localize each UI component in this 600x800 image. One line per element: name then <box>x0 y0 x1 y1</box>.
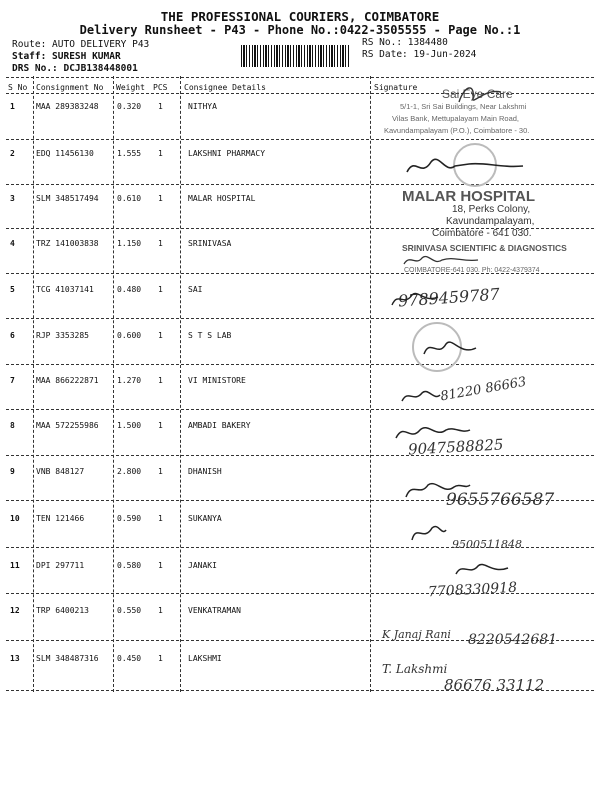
row-consignee: VI MINISTORE <box>188 376 246 385</box>
row-consignee: SAI <box>188 285 203 294</box>
column-divider <box>180 76 181 692</box>
col-header-weight: Weight <box>116 83 145 92</box>
column-divider <box>33 76 34 692</box>
row-weight: 0.450 <box>117 654 142 663</box>
company-title: THE PROFESSIONAL COURIERS, COIMBATORE <box>160 9 440 24</box>
row-sno: 10 <box>10 514 20 523</box>
row-consignee: VENKATRAMAN <box>188 606 241 615</box>
row-consignee: SUKANYA <box>188 514 222 523</box>
row-pcs: 1 <box>158 331 163 340</box>
row-pcs: 1 <box>158 514 163 523</box>
handwritten-name: K Janaj Rani <box>382 628 451 641</box>
row-sno: 4 <box>10 239 15 248</box>
handwritten-phone: 7708330918 <box>427 579 518 601</box>
row-consignment: MAA 866222871 <box>36 376 99 385</box>
signature-scribble <box>408 520 448 546</box>
row-consignee: DHANISH <box>188 467 222 476</box>
row-consignment: SLM 348517494 <box>36 194 99 203</box>
row-weight: 2.800 <box>117 467 142 476</box>
row-pcs: 1 <box>158 467 163 476</box>
row-consignment: MAA 572255986 <box>36 421 99 430</box>
col-header-consignee: Consignee Details <box>184 83 266 92</box>
rs-number: RS No.: 1384480 <box>362 37 448 48</box>
row-consignment: VNB 848127 <box>36 467 85 476</box>
signature-scribble <box>452 558 512 580</box>
row-consignee: LAKSHNI PHARMACY <box>188 149 266 158</box>
sai-eye-care-address: 5/1-1, Sri Sai Buildings, Near Lakshmi <box>400 102 527 111</box>
row-weight: 0.550 <box>117 606 142 615</box>
col-header-signature: Signature <box>374 83 418 92</box>
row-weight: 0.610 <box>117 194 142 203</box>
srinivasa-stamp-address: COIMBATORE-641 030. Ph: 0422-4379374 <box>404 267 540 274</box>
col-header-sno: S No <box>8 83 28 92</box>
sai-eye-care-address: Kavundampalayam (P.O.), Coimbatore - 30. <box>384 126 530 135</box>
handwritten-phone: 81220 86663 <box>439 374 528 405</box>
row-divider <box>6 184 594 185</box>
col-header-consignment: Consignment No <box>36 83 104 92</box>
signature-scribble <box>398 385 443 407</box>
row-weight: 0.580 <box>117 561 142 570</box>
row-weight: 1.555 <box>117 149 142 158</box>
route-label: Route: AUTO DELIVERY P43 <box>12 39 150 50</box>
row-sno: 13 <box>10 654 20 663</box>
row-pcs: 1 <box>158 149 163 158</box>
row-consignment: TCG 41037141 <box>36 285 94 294</box>
row-sno: 9 <box>10 467 15 476</box>
row-pcs: 1 <box>158 561 163 570</box>
staff-label: Staff: SURESH KUMAR <box>12 51 121 62</box>
row-consignee: SRINIVASA <box>188 239 232 248</box>
row-sno: 7 <box>10 376 15 385</box>
row-consignee: NITHYA <box>188 102 217 111</box>
handwritten-phone: 9047588825 <box>407 435 504 459</box>
handwritten-name: T. Lakshmi <box>382 662 448 676</box>
row-pcs: 1 <box>158 194 163 203</box>
row-consignee: AMBADI BAKERY <box>188 421 251 430</box>
row-consignee: S T S LAB <box>188 331 232 340</box>
sai-eye-care-stamp-title: Sai Eye Care <box>442 87 513 101</box>
signature-scribble <box>405 152 525 180</box>
col-header-pcs: PCS <box>153 83 168 92</box>
row-consignment: EDQ 11456130 <box>36 149 94 158</box>
row-consignee: MALAR HOSPITAL <box>188 194 256 203</box>
row-sno: 8 <box>10 421 15 430</box>
row-sno: 3 <box>10 194 15 203</box>
row-pcs: 1 <box>158 376 163 385</box>
row-weight: 0.480 <box>117 285 142 294</box>
srinivasa-stamp-title: SRINIVASA SCIENTIFIC & DIAGNOSTICS <box>402 243 567 253</box>
row-consignment: DPI 297711 <box>36 561 85 570</box>
handwritten-phone: 9500511848 <box>452 538 522 551</box>
row-consignment: TRZ 141003838 <box>36 239 99 248</box>
row-consignment: SLM 348487316 <box>36 654 99 663</box>
row-sno: 1 <box>10 102 15 111</box>
sai-eye-care-address: Vilas Bank, Mettupalayam Main Road, <box>392 114 520 123</box>
handwritten-phone: 9655766587 <box>446 490 555 510</box>
row-pcs: 1 <box>158 421 163 430</box>
row-pcs: 1 <box>158 654 163 663</box>
row-pcs: 1 <box>158 606 163 615</box>
signature-scribble <box>455 80 505 110</box>
signature-scribble <box>420 336 480 360</box>
row-pcs: 1 <box>158 102 163 111</box>
runsheet-title: Delivery Runsheet - P43 - Phone No.:0422-3505555 - Page No.:1 <box>79 23 521 37</box>
signature-scribble <box>402 252 482 268</box>
row-weight: 0.590 <box>117 514 142 523</box>
row-consignment: TEN 121466 <box>36 514 85 523</box>
malar-hospital-address: 18, Perks Colony, <box>452 204 531 215</box>
row-pcs: 1 <box>158 285 163 294</box>
table-top-rule <box>6 77 594 78</box>
row-divider <box>6 139 594 140</box>
row-weight: 0.600 <box>117 331 142 340</box>
column-divider <box>370 76 371 692</box>
row-weight: 0.320 <box>117 102 142 111</box>
row-weight: 1.500 <box>117 421 142 430</box>
malar-hospital-address: Coimbatore - 641 030. <box>432 228 532 239</box>
row-consignment: TRP 6400213 <box>36 606 89 615</box>
row-consignment: RJP 3353285 <box>36 331 89 340</box>
row-sno: 12 <box>10 606 20 615</box>
row-sno: 11 <box>10 561 20 570</box>
handwritten-phone: 8220542681 <box>468 632 558 648</box>
row-consignee: LAKSHMI <box>188 654 222 663</box>
column-divider <box>113 76 114 692</box>
rs-date: RS Date: 19-Jun-2024 <box>362 49 477 60</box>
row-divider <box>6 318 594 319</box>
row-weight: 1.150 <box>117 239 142 248</box>
row-consignee: JANAKI <box>188 561 217 570</box>
malar-hospital-stamp-title: MALAR HOSPITAL <box>402 188 536 205</box>
signature-scribble <box>390 287 440 309</box>
handwritten-phone: 9789459787 <box>397 284 501 311</box>
malar-hospital-address: Kavundampalayam, <box>446 216 535 227</box>
row-consignment: MAA 289383248 <box>36 102 99 111</box>
handwritten-phone: 86676 33112 <box>444 676 545 694</box>
row-sno: 5 <box>10 285 15 294</box>
drs-number: DRS No.: DCJB138448001 <box>12 63 138 74</box>
row-pcs: 1 <box>158 239 163 248</box>
row-sno: 2 <box>10 149 15 158</box>
row-divider <box>6 364 594 365</box>
row-divider <box>6 409 594 410</box>
row-sno: 6 <box>10 331 15 340</box>
row-weight: 1.270 <box>117 376 142 385</box>
row-divider <box>6 455 594 456</box>
barcode <box>241 45 351 67</box>
